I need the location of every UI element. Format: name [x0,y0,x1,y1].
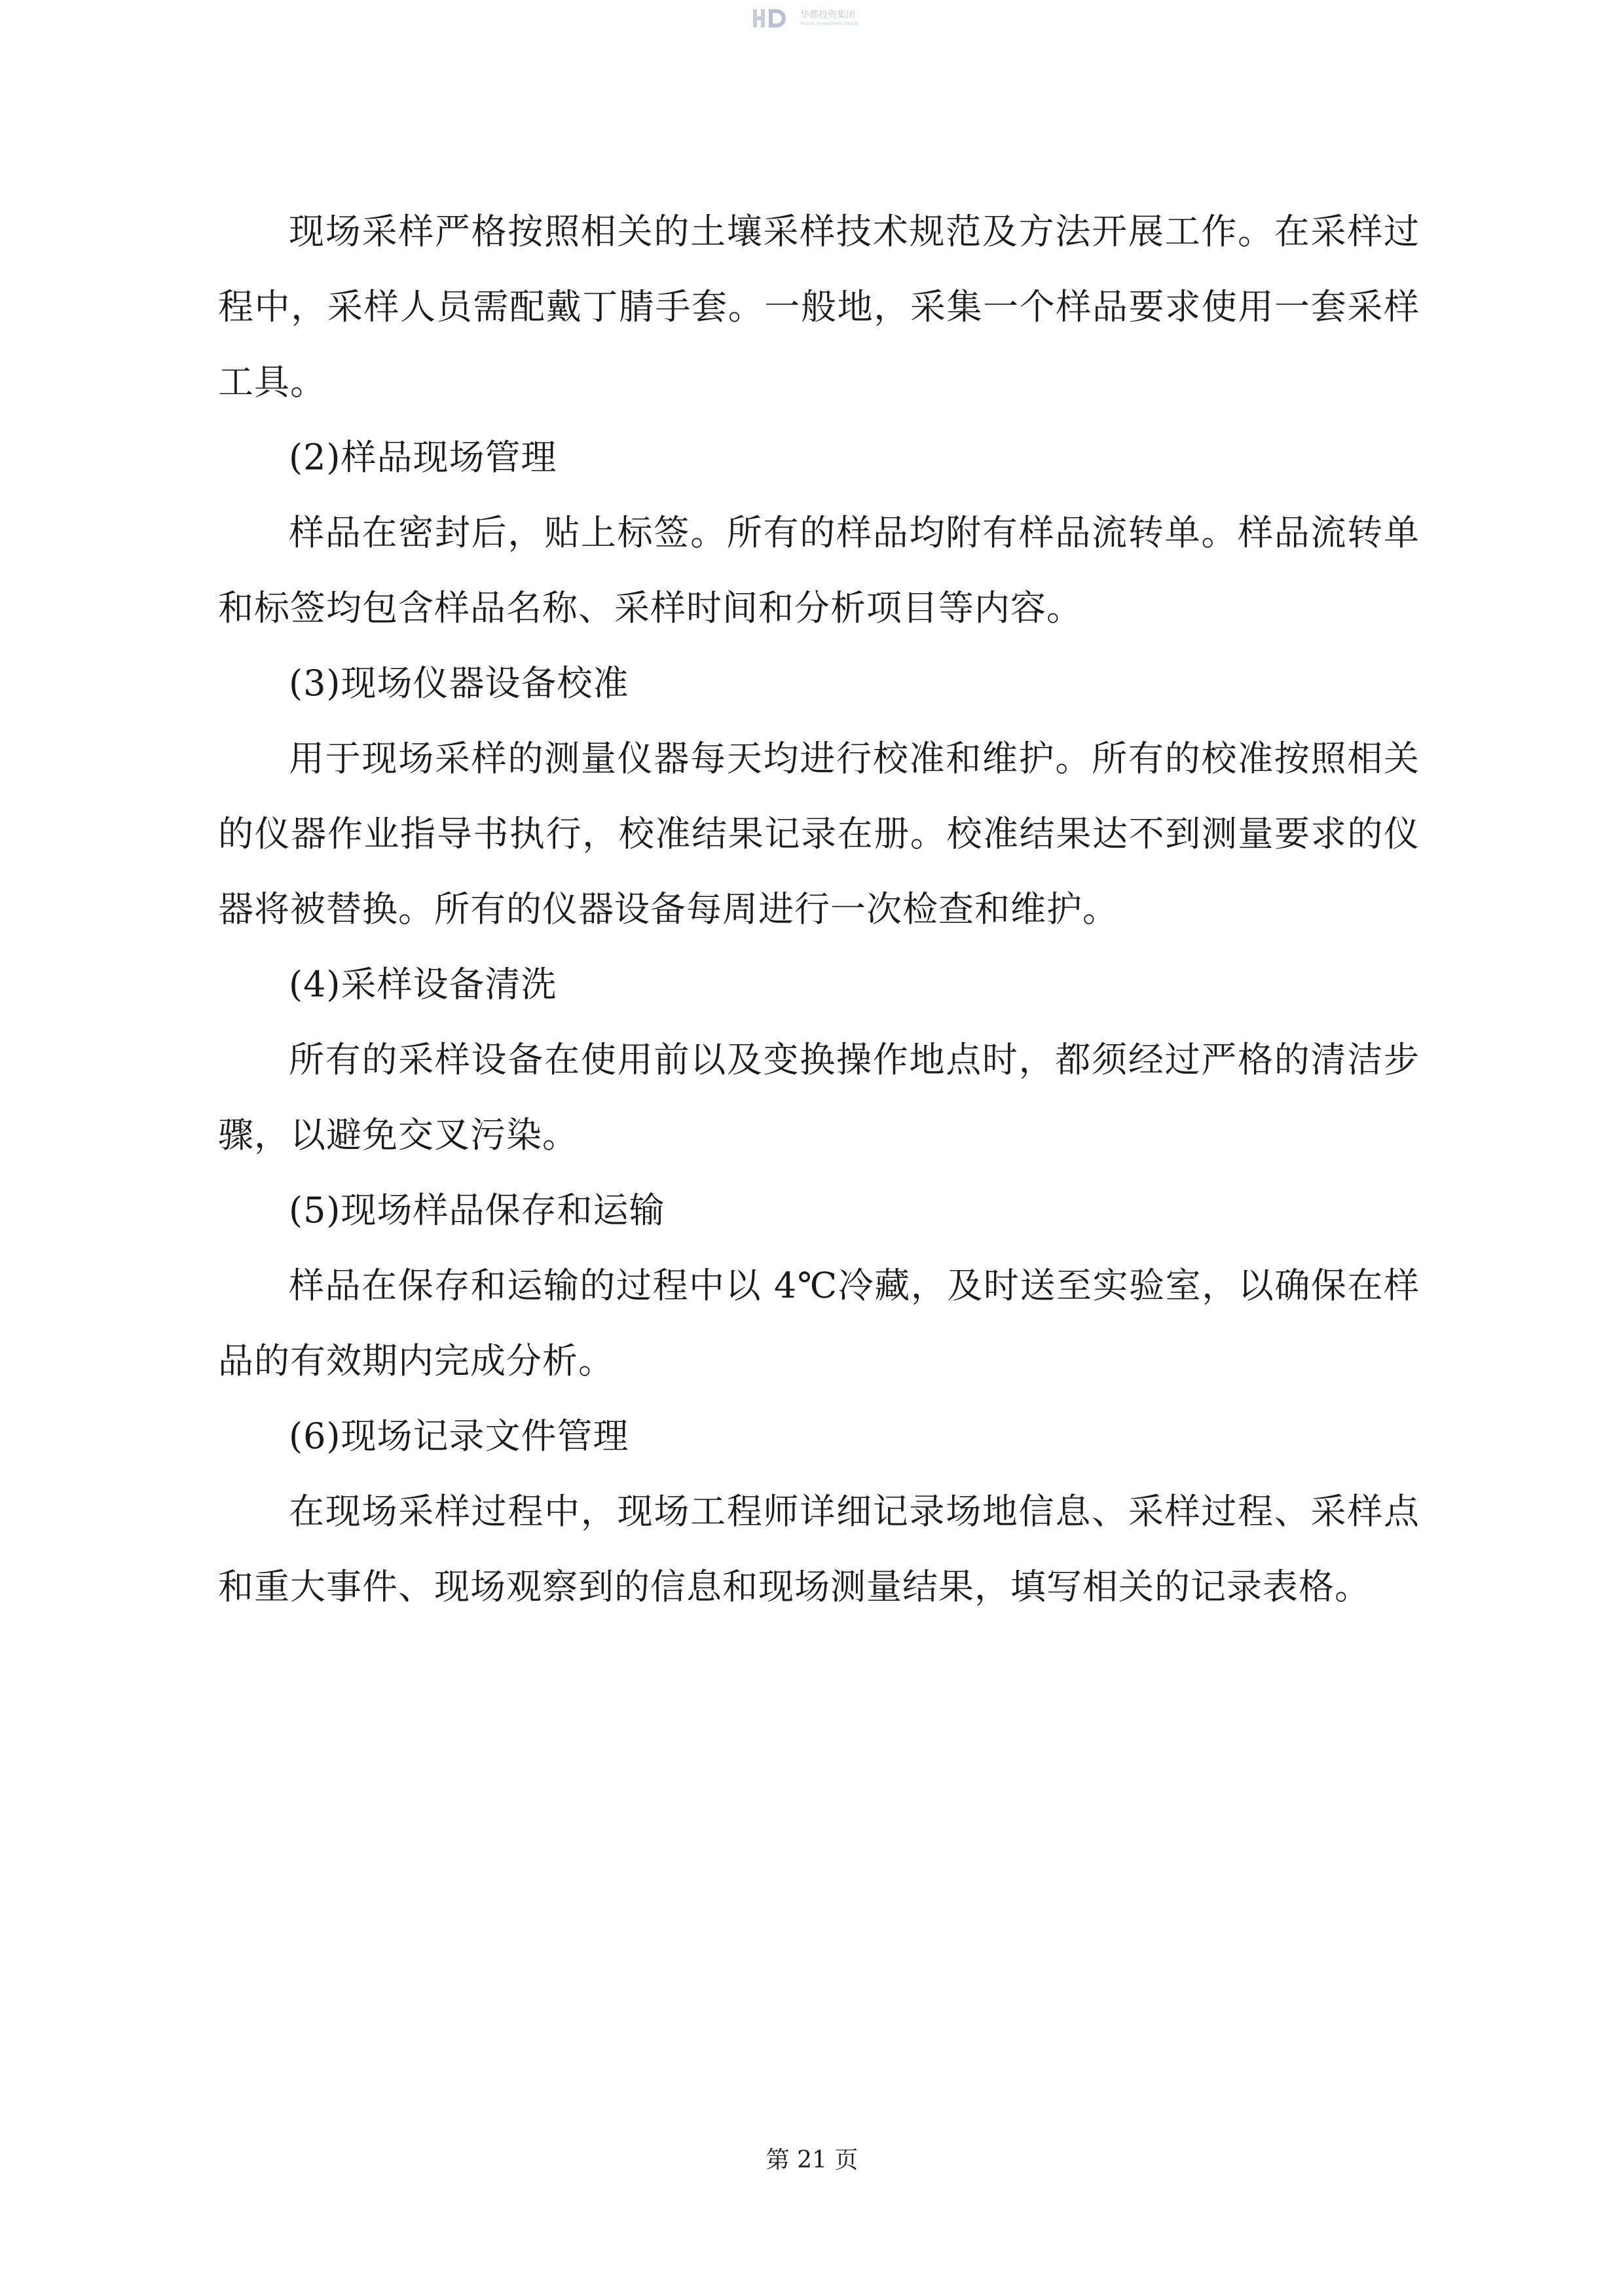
logo-name-en: Huadu Investment Group [800,21,858,26]
heading-record-management: (6)现场记录文件管理 [289,1415,629,1457]
heading-equipment-cleaning: (4)采样设备清洗 [289,964,557,1005]
paragraph-equipment-cleaning: 所有的采样设备在使用前以及变换操作地点时，都须经过严格的清洁步骤，以避免交叉污染。 [218,1039,1420,1156]
logo-text [800,10,858,26]
paragraph-instrument-calibration: 用于现场采样的测量仪器每天均进行校准和维护。所有的校准按照相关的仪器作业指导书执行，校准结果记录在册。校准结果达不到测量要求的仪器将被替换。所有的仪器设备每周进行一次检查和维护。 [218,738,1420,930]
page-number: 第 21 页 [766,2147,858,2174]
document-body [218,194,1420,1624]
logo-name-cn: 华都投资集团 [800,10,855,20]
paragraph-record-management: 在现场采样过程中，现场工程师详细记录场地信息、采样过程、采样点和重大事件、现场观察到的信息和现场测量结果，填写相关的记录表格。 [218,1491,1420,1607]
heading-sample-storage-transport: (5)现场样品保存和运输 [289,1190,665,1231]
heading-sample-management: (2)样品现场管理 [289,437,557,478]
company-logo [752,4,883,33]
paragraph-sample-management: 样品在密封后，贴上标签。所有的样品均附有样品流转单。样品流转单和标签均包含样品名称、采样时间和分析项目等内容。 [218,512,1420,629]
paragraph-sample-storage-transport: 样品在保存和运输的过程中以 4℃冷藏，及时送至实验室，以确保在样品的有效期内完成分析。 [218,1265,1420,1381]
paragraph-sampling-procedure: 现场采样严格按照相关的土壤采样技术规范及方法开展工作。在采样过程中，采样人员需配戴丁腈手套。一般地，采集一个样品要求使用一套采样工具。 [218,211,1420,403]
heading-instrument-calibration: (3)现场仪器设备校准 [289,663,629,704]
hd-logo-icon [752,5,794,31]
